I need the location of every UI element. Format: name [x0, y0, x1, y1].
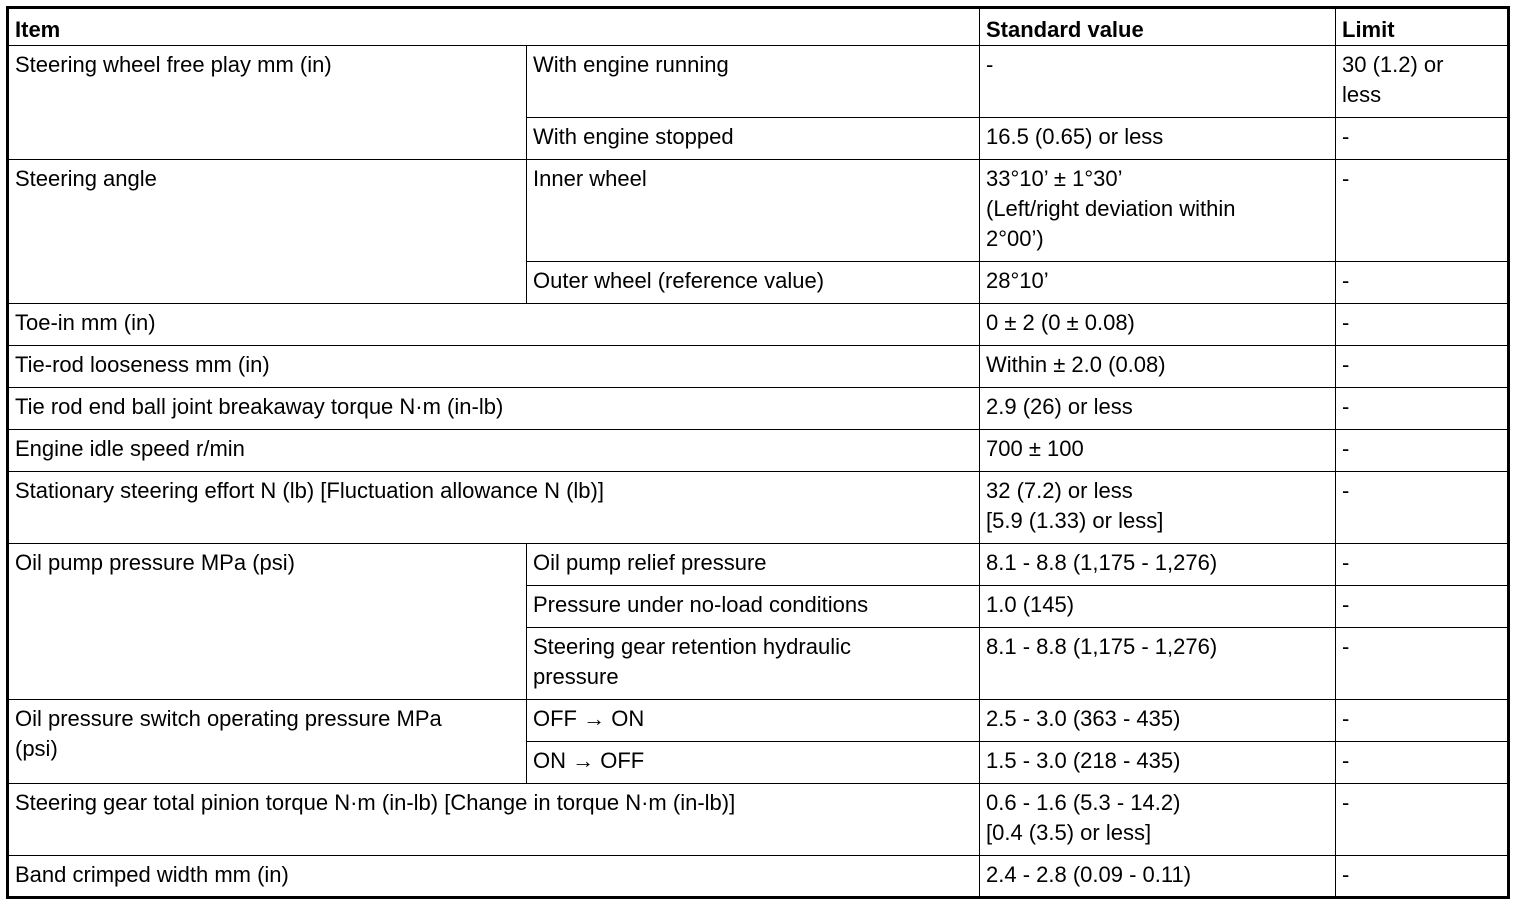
item-cell: Band crimped width mm (in) — [8, 856, 980, 898]
table-row — [8, 544, 1509, 586]
table-row — [8, 46, 1509, 118]
standard-value-cell: 0 ± 2 (0 ± 0.08) — [980, 304, 1336, 346]
item-cell: Stationary steering effort N (lb) [Fluctuation allowance N (lb)] — [8, 472, 980, 544]
item-cell: Toe-in mm (in) — [8, 304, 980, 346]
table-row — [8, 856, 1509, 898]
standard-value-cell: 32 (7.2) or less [5.9 (1.33) or less] — [980, 472, 1336, 544]
limit-cell: - — [1336, 856, 1509, 898]
item-cell: Oil pump pressure MPa (psi) — [8, 544, 527, 700]
specification-table — [6, 6, 1510, 899]
standard-value-cell: 700 ± 100 — [980, 430, 1336, 472]
standard-value-cell: 1.5 - 3.0 (218 - 435) — [980, 742, 1336, 784]
table-row — [8, 472, 1509, 544]
limit-cell: - — [1336, 430, 1509, 472]
standard-value-cell: 33°10’ ± 1°30’ (Left/right deviation within 2°00’) — [980, 160, 1336, 262]
limit-cell: - — [1336, 346, 1509, 388]
item-cell: Oil pressure switch operating pressure MPa (psi) — [8, 700, 527, 784]
condition-cell: With engine stopped — [527, 118, 980, 160]
condition-cell: Oil pump relief pressure — [527, 544, 980, 586]
standard-value-cell: Within ± 2.0 (0.08) — [980, 346, 1336, 388]
limit-cell: - — [1336, 160, 1509, 262]
table-row — [8, 160, 1509, 262]
header-item: Item — [8, 8, 980, 46]
standard-value-cell: 1.0 (145) — [980, 586, 1336, 628]
limit-cell: - — [1336, 388, 1509, 430]
table-row — [8, 784, 1509, 856]
standard-value-cell: 8.1 - 8.8 (1,175 - 1,276) — [980, 544, 1336, 586]
standard-value-cell: 16.5 (0.65) or less — [980, 118, 1336, 160]
standard-value-cell: 28°10’ — [980, 262, 1336, 304]
item-cell: Steering wheel free play mm (in) — [8, 46, 527, 160]
item-cell: Steering gear total pinion torque N·m (in-lb) [Change in torque N·m (in-lb)] — [8, 784, 980, 856]
standard-value-cell: 2.5 - 3.0 (363 - 435) — [980, 700, 1336, 742]
limit-cell: - — [1336, 586, 1509, 628]
header-row — [8, 8, 1509, 46]
condition-cell: Steering gear retention hydraulic pressure — [527, 628, 980, 700]
limit-cell: - — [1336, 628, 1509, 700]
limit-cell: - — [1336, 262, 1509, 304]
table-row — [8, 346, 1509, 388]
item-cell: Engine idle speed r/min — [8, 430, 980, 472]
limit-cell: 30 (1.2) or less — [1336, 46, 1509, 118]
limit-cell: - — [1336, 472, 1509, 544]
limit-cell: - — [1336, 742, 1509, 784]
limit-cell: - — [1336, 544, 1509, 586]
standard-value-cell: 0.6 - 1.6 (5.3 - 14.2) [0.4 (3.5) or less] — [980, 784, 1336, 856]
limit-cell: - — [1336, 700, 1509, 742]
standard-value-cell: 8.1 - 8.8 (1,175 - 1,276) — [980, 628, 1336, 700]
limit-cell: - — [1336, 118, 1509, 160]
condition-cell: Pressure under no-load conditions — [527, 586, 980, 628]
item-cell: Tie rod end ball joint breakaway torque N·m (in-lb) — [8, 388, 980, 430]
standard-value-cell: - — [980, 46, 1336, 118]
item-cell: Steering angle — [8, 160, 527, 304]
table-row — [8, 304, 1509, 346]
condition-cell: Outer wheel (reference value) — [527, 262, 980, 304]
condition-cell: Inner wheel — [527, 160, 980, 262]
limit-cell: - — [1336, 784, 1509, 856]
standard-value-cell: 2.4 - 2.8 (0.09 - 0.11) — [980, 856, 1336, 898]
table-row — [8, 430, 1509, 472]
limit-cell: - — [1336, 304, 1509, 346]
condition-cell: With engine running — [527, 46, 980, 118]
standard-value-cell: 2.9 (26) or less — [980, 388, 1336, 430]
condition-cell: ON → OFF — [527, 742, 980, 784]
item-cell: Tie-rod looseness mm (in) — [8, 346, 980, 388]
table-row — [8, 700, 1509, 742]
table-row — [8, 388, 1509, 430]
header-standard-value: Standard value — [980, 8, 1336, 46]
header-limit: Limit — [1336, 8, 1509, 46]
condition-cell: OFF → ON — [527, 700, 980, 742]
